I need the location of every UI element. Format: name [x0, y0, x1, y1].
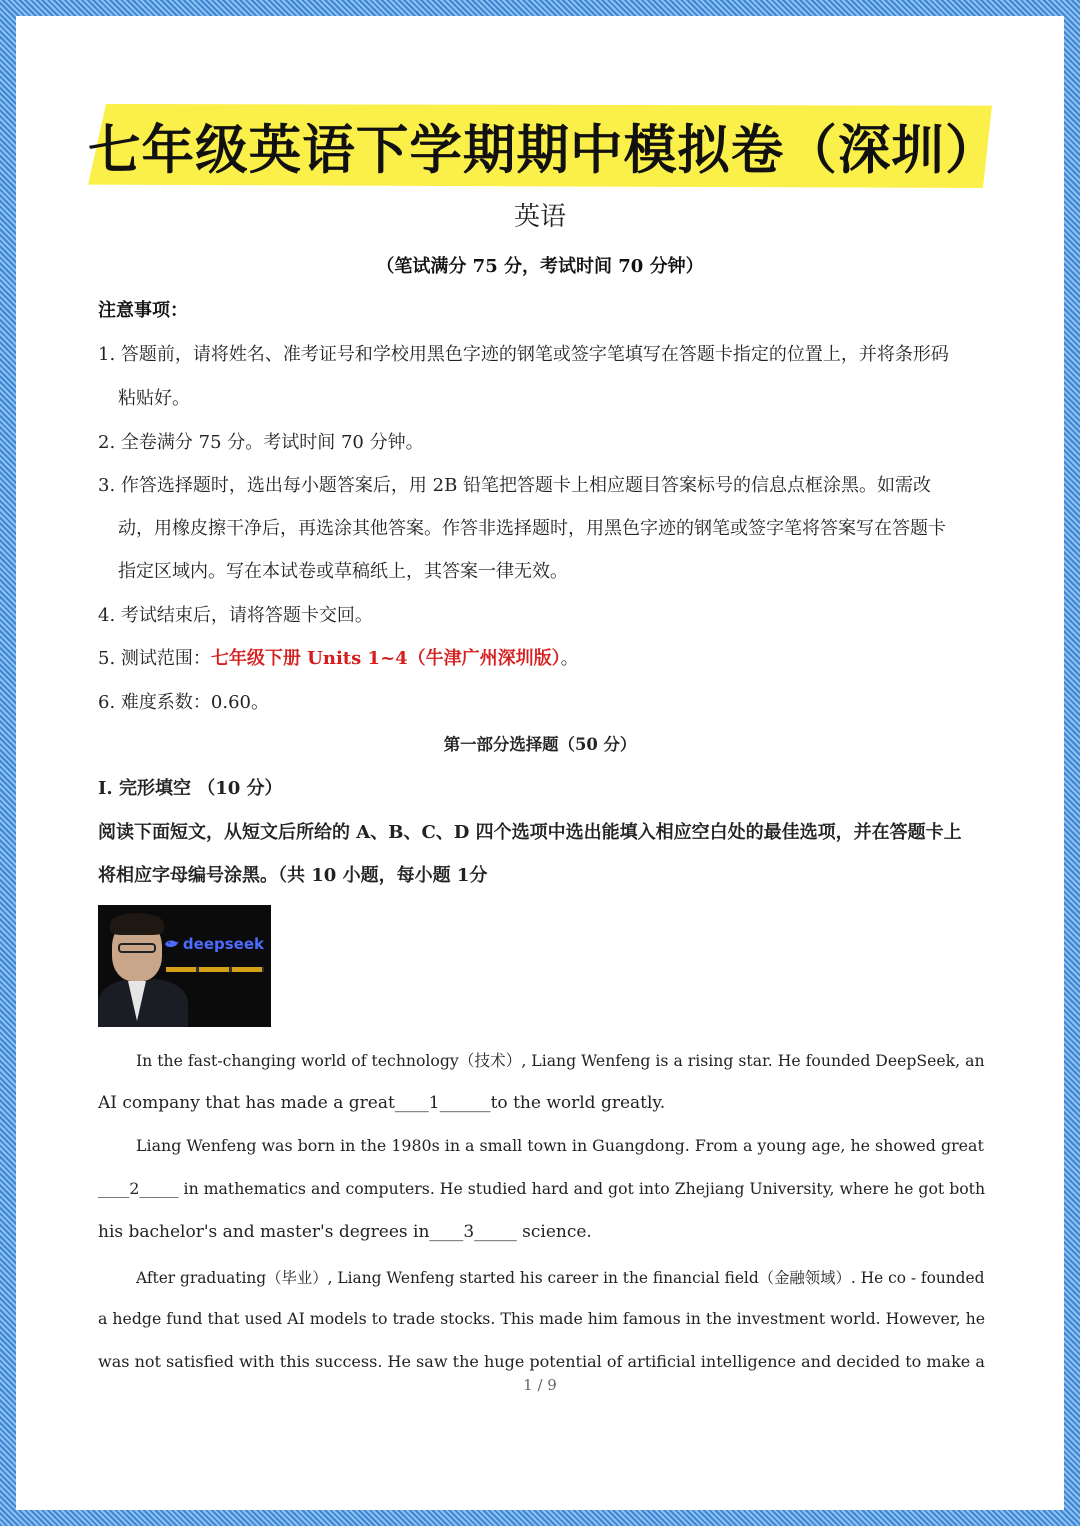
passage-p1-line-1: In the fast-changing world of technology（技术）, Liang Wenfeng is a rising star. He founded DeepSeek, an — [136, 1051, 985, 1070]
deepseek-logo — [164, 929, 264, 959]
passage-p3-line-2: a hedge fund that used AI models to trade stocks. This made him famous in the investment world. However, he — [98, 1309, 986, 1328]
note-5 — [98, 644, 579, 670]
note-4: 4. 考试结束后，请将答题卡交回。 — [98, 605, 373, 626]
whale-icon — [164, 936, 179, 952]
page-number: 1 / 9 — [523, 1376, 557, 1394]
instruction-line-2: 将相应字母编号涂黑。（共 10 小题，每小题 1分 — [98, 865, 488, 886]
note-3-line-1: 3. 作答选择题时，选出每小题答案后，用 2B 铅笔把答题卡上相应题目答案标号的信息点框涂黑。如需改 — [98, 475, 932, 496]
note-1-line-1: 1. 答题前，请将姓名、准考证号和学校用黑色字迹的钢笔或签字笔填写在答题卡指定的位置上，并将条形码 — [98, 344, 949, 365]
note-5-suffix: 。 — [560, 648, 579, 669]
note-5-prefix: 5. 测试范围： — [98, 648, 211, 669]
photo-hair — [110, 913, 164, 935]
note-3-line-3: 指定区域内。写在本试卷或草稿纸上，其答案一律无效。 — [118, 561, 568, 582]
part-one-title: 第一部分选择题（50 分） — [443, 735, 637, 754]
passage-p2-line-1: Liang Wenfeng was born in the 1980s in a small town in Guangdong. From a young age, he showed great — [136, 1136, 984, 1155]
logo-text: deepseek — [182, 935, 264, 953]
note-3-line-2: 动，用橡皮擦干净后，再选涂其他答案。作答非选择题时，用黑色字迹的钢笔或签字笔将答案写在答题卡 — [118, 518, 946, 539]
note-2: 2. 全卷满分 75 分。考试时间 70 分钟。 — [98, 432, 424, 453]
test-range: 七年级下册 Units 1~4（牛津广州深圳版） — [210, 648, 561, 669]
passage-p2-line-3: his bachelor's and master's degrees in____3_____ science. — [98, 1222, 592, 1242]
passage-p1-line-2: AI company that has made a great____1______to the world greatly. — [98, 1093, 666, 1113]
note-6: 6. 难度系数：0.60。 — [98, 692, 269, 713]
score-info: （笔试满分 75 分，考试时间 70 分钟） — [376, 256, 704, 277]
passage-p3-line-1: After graduating（毕业）, Liang Wenfeng started his career in the financial field（金融领域）. He co - founded — [136, 1269, 985, 1287]
note-1-line-2: 粘贴好。 — [118, 388, 190, 409]
section-one-title: I. 完形填空 （10 分） — [98, 778, 283, 799]
photo-caption-bar — [166, 967, 264, 972]
notes-heading: 注意事项： — [98, 300, 188, 321]
document-title: 七年级英语下学期期中模拟卷（深圳） — [88, 120, 999, 181]
subject-heading: 英语 — [513, 202, 566, 232]
passage-p3-line-3: was not satisfied with this success. He saw the huge potential of artificial intelligence and decided to make a — [98, 1352, 985, 1371]
founder-photo — [98, 905, 271, 1027]
instruction-line-1: 阅读下面短文，从短文后所给的 A、B、C、D 四个选项中选出能填入相应空白处的最佳选项，并在答题卡上 — [98, 822, 962, 843]
passage-p2-line-2: ____2_____ in mathematics and computers. He studied hard and got into Zhejiang University, where he got both — [98, 1179, 986, 1198]
photo-glasses — [118, 943, 156, 953]
